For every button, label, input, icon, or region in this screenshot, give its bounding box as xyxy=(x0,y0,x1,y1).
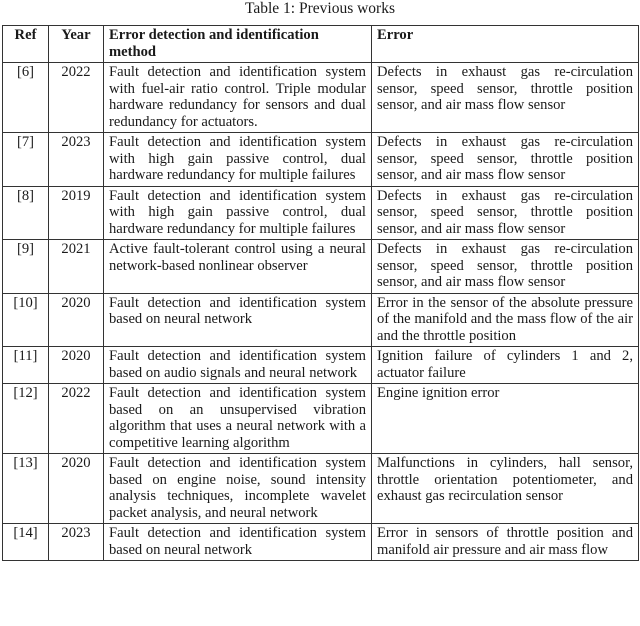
cell-year: 2022 xyxy=(49,384,104,454)
cell-ref: [8] xyxy=(3,186,49,240)
cell-error: Defects in exhaust gas re-circulation sensor, speed sensor, throttle position sensor, and air mass flow sensor xyxy=(372,240,639,294)
cell-error: Defects in exhaust gas re-circulation sensor, speed sensor, throttle position sensor, and air mass flow sensor xyxy=(372,133,639,187)
cell-error: Defects in exhaust gas re-circulation sensor, speed sensor, throttle position sensor, and air mass flow sensor xyxy=(372,186,639,240)
cell-method: Fault detection and identification system with high gain passive control, dual hardware redundancy for multiple failures xyxy=(104,186,372,240)
cell-year: 2019 xyxy=(49,186,104,240)
cell-ref: [11] xyxy=(3,347,49,384)
cell-year: 2022 xyxy=(49,63,104,133)
header-ref: Ref xyxy=(3,26,49,63)
table-row xyxy=(3,240,639,294)
cell-year: 2021 xyxy=(49,240,104,294)
table-row xyxy=(3,524,639,561)
header-method: Error detection and identification method xyxy=(104,26,372,63)
table-row xyxy=(3,454,639,524)
cell-error: Malfunctions in cylinders, hall sensor, throttle orientation potentiometer, and exhaust gas recirculation sensor xyxy=(372,454,639,524)
table-row xyxy=(3,186,639,240)
cell-year: 2020 xyxy=(49,293,104,347)
cell-method: Active fault-tolerant control using a neural network-based nonlinear observer xyxy=(104,240,372,294)
table-row xyxy=(3,293,639,347)
cell-error: Ignition failure of cylinders 1 and 2, actuator failure xyxy=(372,347,639,384)
cell-method: Fault detection and identification system based on an unsupervised vibration algorithm that uses a neural network with a competitive learning algorithm xyxy=(104,384,372,454)
cell-ref: [7] xyxy=(3,133,49,187)
cell-error: Engine ignition error xyxy=(372,384,639,454)
cell-ref: [14] xyxy=(3,524,49,561)
cell-ref: [10] xyxy=(3,293,49,347)
table-row xyxy=(3,63,639,133)
cell-error: Error in sensors of throttle position and manifold air pressure and air mass flow xyxy=(372,524,639,561)
cell-method: Fault detection and identification system based on neural network xyxy=(104,524,372,561)
header-year: Year xyxy=(49,26,104,63)
table-caption: Table 1: Previous works xyxy=(244,0,396,17)
table-row xyxy=(3,384,639,454)
header-error: Error xyxy=(372,26,639,63)
previous-works-table xyxy=(2,25,639,561)
table-row xyxy=(3,133,639,187)
cell-year: 2020 xyxy=(49,347,104,384)
cell-year: 2023 xyxy=(49,524,104,561)
table-header-row xyxy=(3,26,639,63)
cell-method: Fault detection and identification system with fuel-air ratio control. Triple modular hardware redundancy for sensors and dual redundancy for actuators. xyxy=(104,63,372,133)
cell-ref: [12] xyxy=(3,384,49,454)
cell-error: Defects in exhaust gas re-circulation sensor, speed sensor, throttle position sensor, and air mass flow sensor xyxy=(372,63,639,133)
cell-year: 2023 xyxy=(49,133,104,187)
cell-method: Fault detection and identification system based on neural network xyxy=(104,293,372,347)
table-row xyxy=(3,347,639,384)
cell-method: Fault detection and identification system based on engine noise, sound intensity analysis techniques, incomplete wavelet packet analysis, and neural network xyxy=(104,454,372,524)
cell-year: 2020 xyxy=(49,454,104,524)
cell-ref: [6] xyxy=(3,63,49,133)
cell-ref: [9] xyxy=(3,240,49,294)
cell-ref: [13] xyxy=(3,454,49,524)
cell-method: Fault detection and identification system with high gain passive control, dual hardware redundancy for multiple failures xyxy=(104,133,372,187)
cell-method: Fault detection and identification system based on audio signals and neural network xyxy=(104,347,372,384)
cell-error: Error in the sensor of the absolute pressure of the manifold and the mass flow of the air and the throttle position xyxy=(372,293,639,347)
